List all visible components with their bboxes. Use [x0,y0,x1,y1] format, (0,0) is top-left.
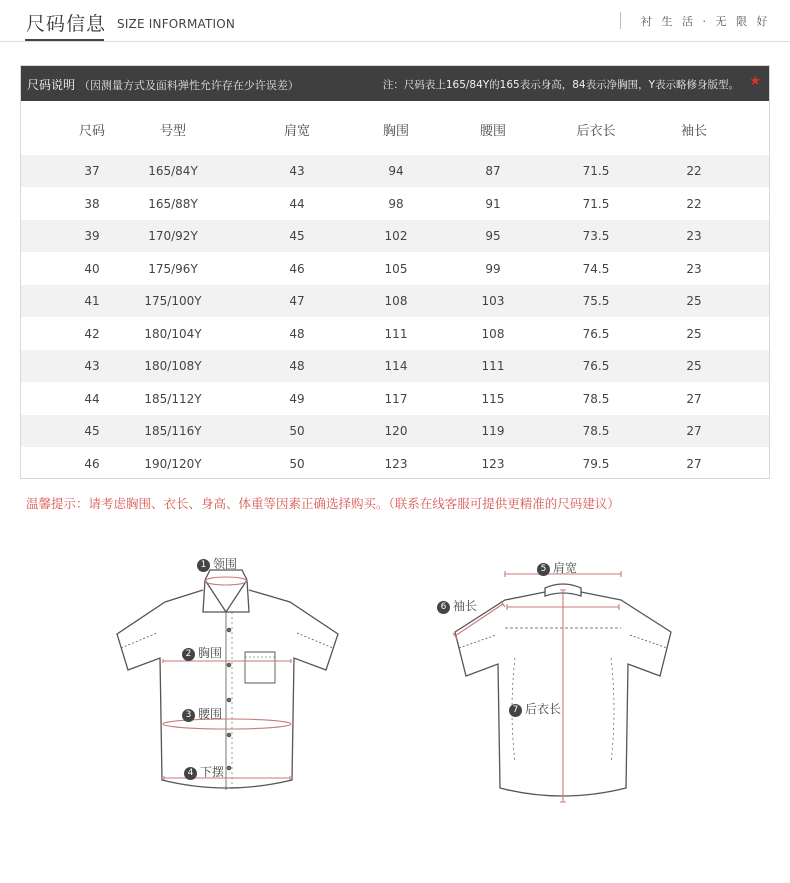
table-cell: 175/100Y [144,294,202,308]
table-cell: 99 [485,261,501,276]
page-title: 尺码信息 [26,13,107,35]
table-cell: 98 [388,196,404,211]
table-cell: 108 [384,294,408,308]
number-badge-6: 6 [437,601,450,614]
page-subtitle: SIZE INFORMATION [117,17,236,31]
number-badge-3: 3 [182,709,195,722]
column-header: 腰围 [479,124,507,139]
table-cell: 43 [289,164,305,178]
table-cell: 45 [289,229,305,243]
front-measure-lines [163,577,291,780]
size-table [20,65,770,479]
table-row [21,285,769,317]
table-row [21,155,769,187]
label-back-length: 7 后衣长 [509,700,561,717]
column-header: 后衣长 [576,124,616,139]
label-shoulder: 5 肩宽 [537,559,577,576]
table-cell: 76.5 [582,326,610,341]
purchase-tip: 温馨提示：请考虑胸围、衣长、身高、体重等因素正确选择购买。（联系在线客服可提供更精准的尺码建议） [26,496,620,511]
table-cell: 185/116Y [144,424,202,438]
table-cell: 117 [384,391,408,406]
table-cell: 46 [289,261,305,276]
table-cell: 87 [485,164,501,178]
table-cell: 71.5 [582,164,610,178]
table-note: 注：尺码表上165/84Y的165表示身高，84表示净胸围，Y表示略修身版型。 [382,79,739,91]
label-hem: 4 下摆 [184,763,224,780]
table-cell: 73.5 [582,229,610,243]
table-cell: 50 [289,456,305,471]
table-cell: 49 [289,391,305,406]
table-cell: 165/84Y [148,164,198,178]
table-cell: 27 [686,456,702,471]
table-cell: 23 [686,229,702,243]
table-cell: 23 [686,261,702,276]
table-cell: 94 [388,164,404,178]
table-cell: 78.5 [582,391,610,406]
label-collar: 1 领围 [197,555,237,572]
table-title-bar [21,66,769,101]
table-cell: 43 [84,359,100,373]
table-subtitle: （因测量方式及面料弹性允许存在少许误差） [78,79,299,92]
brand-slogan: 衬 生 活 · 无 限 好 [641,15,771,28]
table-cell: 91 [485,196,501,211]
table-cell: 175/96Y [148,261,198,276]
table-cell: 180/104Y [144,326,202,341]
table-cell: 185/112Y [144,391,202,406]
table-cell: 111 [384,326,408,341]
table-row [21,448,769,480]
table-row [21,415,769,447]
front-shirt-outline [117,570,338,790]
table-cell: 27 [686,391,702,406]
table-row [21,253,769,285]
number-badge-7: 7 [509,704,522,717]
table-cell: 46 [84,456,100,471]
table-title: 尺码说明 [27,78,76,92]
table-row [21,350,769,382]
table-cell: 190/120Y [144,456,202,471]
table-cell: 76.5 [582,359,610,373]
table-cell: 114 [384,359,408,373]
table-cell: 123 [384,456,408,471]
table-cell: 37 [84,164,100,178]
table-cell: 22 [686,196,702,211]
table-cell: 48 [289,326,305,341]
shirt-diagram-svg [0,540,790,840]
table-cell: 108 [481,326,505,341]
table-cell: 44 [289,196,305,211]
table-cell: 41 [84,294,100,308]
table-cell: 115 [481,391,505,406]
label-sleeve: 6 袖长 [437,597,477,614]
star-icon: ★ [749,74,761,89]
table-row [21,220,769,252]
table-cell: 25 [686,294,702,308]
table-row [21,188,769,220]
table-cell: 40 [84,261,100,276]
table-cell: 50 [289,424,305,438]
table-cell: 103 [481,294,505,308]
table-cell: 165/88Y [148,196,198,211]
table-cell: 22 [686,164,702,178]
table-cell: 48 [289,359,305,373]
label-waist: 3 腰围 [182,705,222,722]
table-cell: 170/92Y [148,229,198,243]
header-divider [620,12,621,29]
table-cell: 111 [481,359,505,373]
table-cell: 120 [384,424,408,438]
column-header: 袖长 [680,124,708,139]
table-cell: 105 [384,261,408,276]
table-cell: 78.5 [582,424,610,438]
table-row [21,318,769,350]
table-cell: 38 [84,196,100,211]
table-cell: 25 [686,326,702,341]
measurement-diagram [0,540,790,840]
table-row [21,383,769,415]
column-header: 胸围 [382,124,410,139]
number-badge-4: 4 [184,767,197,780]
page-header [0,0,790,42]
label-chest: 2 胸围 [182,644,222,661]
table-cell: 123 [481,456,505,471]
table-cell: 71.5 [582,196,610,211]
table-cell: 25 [686,359,702,373]
table-cell: 180/108Y [144,359,202,373]
column-header: 尺码 [78,124,106,139]
number-badge-1: 1 [197,559,210,572]
table-cell: 47 [289,294,305,308]
table-cell: 45 [84,424,100,438]
table-cell: 119 [481,424,505,438]
table-cell: 39 [84,229,100,243]
table-cell: 44 [84,391,100,406]
title-underline [25,39,104,41]
column-header: 肩宽 [283,124,311,139]
column-header: 号型 [159,124,187,139]
table-cell: 75.5 [582,294,610,308]
table-cell: 95 [485,229,501,243]
number-badge-5: 5 [537,563,550,576]
table-cell: 74.5 [582,261,610,276]
number-badge-2: 2 [182,648,195,661]
table-cell: 42 [84,326,100,341]
table-cell: 27 [686,424,702,438]
table-cell: 102 [384,229,408,243]
back-measure-lines [453,571,621,802]
table-cell: 79.5 [582,456,610,471]
